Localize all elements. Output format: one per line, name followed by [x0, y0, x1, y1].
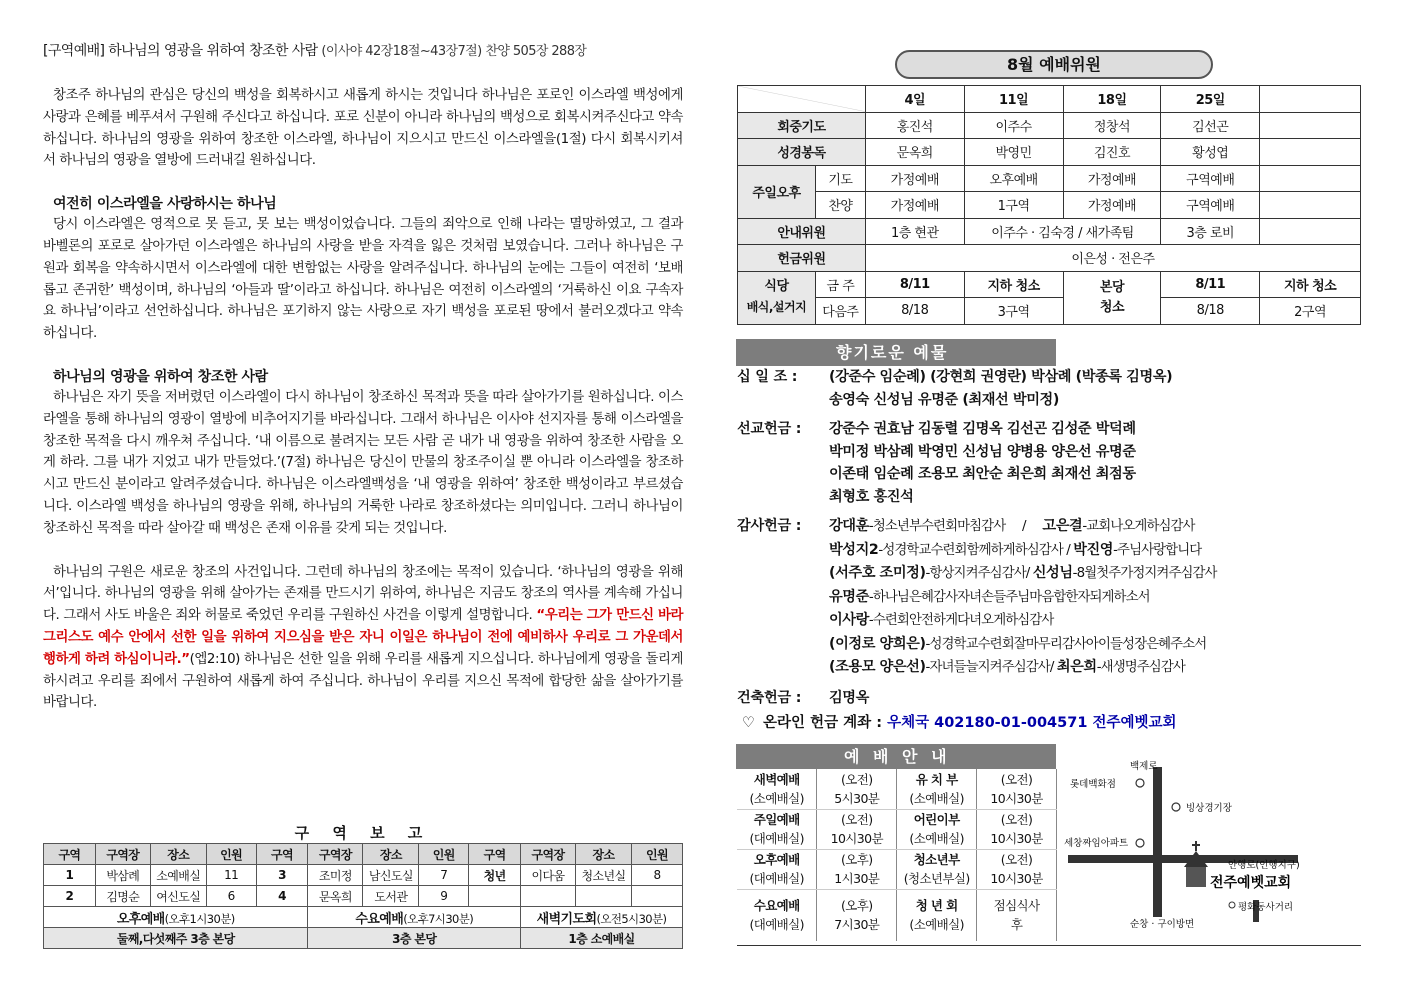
online-label: 온라인 헌금 계좌 : — [763, 715, 882, 731]
divider — [737, 945, 1361, 946]
building-names: 김명옥 — [829, 689, 869, 706]
table-row — [738, 112, 1361, 139]
table-cell: 2구역 — [1260, 298, 1361, 325]
tithe-label: 십 일 조 : — [737, 369, 798, 385]
service-name: 수요예배 (대예배실) — [737, 889, 817, 941]
sermon-subheading-2: 하나님의 영광을 위하여 창조한 사람 — [53, 368, 268, 385]
table-row — [737, 849, 1057, 889]
church-location-map — [1058, 745, 1361, 946]
service-time: (오후) 7시30분 — [817, 889, 897, 941]
sermon-title-text: 하나님의 영광을 위하여 창조한 사람 — [108, 43, 318, 59]
table-cell — [469, 886, 521, 907]
bank-account: 우체국 402180-01-004571 전주예벳교회 — [887, 715, 1177, 731]
building-row — [737, 687, 1377, 710]
empty-cell — [1260, 139, 1361, 166]
row-label: 안내위원 — [738, 218, 866, 245]
church-icon — [1184, 841, 1208, 887]
sermon-intro: 창조주 하나님의 관심은 당신의 백성을 회복하시고 새롭게 하시는 것입니다 하나님은 포로인 이스라엘 백성에게 사랑과 은혜를 베푸셔서 구원해 주신다고 하십니다. 포로 신분이 아니라 하나님의 백성으로 회복시켜주신다고 약속하십니다. 하나님의 영광을 위하여 창조한 이스라엘, 하나님이 지으시고 만드신 이스라엘을(1절) 다시 회복시키셔서 하나님의 영광을 열방에 드러내길 원하십니다. — [43, 88, 683, 169]
wednesday-service — [308, 907, 521, 928]
service-name: 오후예배 — [116, 911, 165, 927]
map-label-north: 백제로 — [1130, 761, 1158, 772]
report-header: 인원 — [206, 844, 256, 865]
road-vertical — [1153, 767, 1162, 917]
service-time: (오전) 10시30분 — [817, 809, 897, 849]
mission-names: 이존태 임순례 조용모 최안순 최은희 최재선 최점동 — [829, 466, 1136, 482]
sermon-subheading-1: 여전히 이스라엘을 사랑하시는 하나님 — [53, 196, 277, 213]
sub-label: 찬양 — [815, 192, 865, 219]
district-report-table — [43, 843, 683, 949]
table-cell: 1구역 — [964, 192, 1063, 219]
report-header-row — [44, 844, 683, 865]
table-row — [737, 889, 1057, 941]
table-cell: 가정예배 — [865, 192, 964, 219]
table-cell: 9 — [419, 886, 469, 907]
service-place: 1층 소예배실 — [521, 928, 683, 949]
sermon-title — [43, 40, 683, 63]
table-cell: 4 — [256, 886, 308, 907]
service-place: 둘째,다섯째주 3층 본당 — [44, 928, 308, 949]
table-cell: 남신도실 — [363, 865, 419, 886]
report-header: 장소 — [363, 844, 419, 865]
tithe-names: 송영숙 신성님 유명준 (최재선 박미정) — [829, 391, 1059, 408]
sermon-tag: [구역예배] — [43, 43, 105, 59]
dining-label: 식당 배식,설거지 — [738, 271, 816, 324]
thanks-line: 강대훈-청소년부수련회마침감사 / 고은결-교회나오게하심감사 — [829, 518, 1195, 534]
table-cell: 김진호 — [1063, 139, 1161, 166]
map-label-lotte: 롯데백화점 — [1070, 779, 1116, 790]
service-name: 유 치 부 (소예배실) — [897, 769, 977, 809]
table-cell: 문옥희 — [865, 139, 964, 166]
hall-cleaning-label: 본당 청소 — [1063, 271, 1161, 324]
report-header: 구역장 — [521, 844, 576, 865]
table-cell: 구역예배 — [1161, 165, 1260, 192]
service-place: 3층 본당 — [308, 928, 521, 949]
service-time: (오전) 5시30분 — [817, 769, 897, 809]
report-header: 구역 — [469, 844, 521, 865]
table-cell: 여신도실 — [150, 886, 206, 907]
table-cell: 문옥희 — [308, 886, 363, 907]
thanks-line: 박성지2-성경학교수련회함께하게하심감사 / 박진영-주님사랑합니다 — [829, 541, 1202, 558]
service-time: (오전) 10시30분 — [977, 769, 1057, 809]
row-label: 주일오후 — [738, 165, 816, 218]
service-name: 청소년부 (청소년부실) — [897, 849, 977, 889]
service-time: 점심식사 후 — [977, 889, 1057, 941]
service-time: (오전) 10시30분 — [977, 849, 1057, 889]
service-time: (오전5시30분) — [596, 911, 667, 926]
table-cell — [521, 886, 576, 907]
table-cell: 청소년실 — [575, 865, 631, 886]
empty-cell — [1260, 192, 1361, 219]
table-cell: 지하 청소 — [1260, 271, 1361, 298]
district-report-title: 구 역 보 고 — [294, 824, 432, 842]
week-header: 4일 — [865, 86, 964, 113]
table-cell — [575, 886, 631, 907]
empty-cell — [1260, 165, 1361, 192]
service-name: 새벽기도회 — [536, 911, 597, 927]
table-cell: 이주수 — [964, 112, 1063, 139]
table-cell: 8/18 — [865, 298, 964, 325]
tithe-row — [737, 366, 1377, 411]
sermon-paragraph-3a: 하나님의 구원은 새로운 창조의 사건입니다. 그런데 하나님의 창조에는 목적이 있습니다. ‘하나님의 영광을 위해서’입니다. 하나님의 영광을 위해 살아가는 존재를 만드시기 위하여, 하나님은 지금도 창조의 역사를 계속해 가십니다. 그래서 사도 바울은 죄와 허물로 죽었던 우리를 구원하신 사건을 이렇게 설명합니다. — [43, 564, 683, 624]
service-name: 청 년 회 (소예배실) — [897, 889, 977, 941]
sermon-paragraph-3 — [43, 562, 683, 715]
sermon-section — [43, 40, 683, 714]
table-cell: 김명순 — [95, 886, 150, 907]
table-cell: 가정예배 — [865, 165, 964, 192]
row-label: 헌금위원 — [738, 245, 866, 272]
mission-names: 강준수 권효남 김동렬 김명옥 김선곤 김성준 박덕례 — [829, 421, 1136, 437]
online-offering — [742, 711, 1177, 732]
table-cell: 황성엽 — [1161, 139, 1260, 166]
offering-list — [737, 366, 1377, 709]
table-cell: 오후예배 — [964, 165, 1063, 192]
empty-cell — [1260, 218, 1361, 245]
thanks-label: 감사헌금 : — [737, 518, 802, 534]
marker-icon — [1136, 779, 1144, 787]
sub-label: 금 주 — [815, 271, 865, 298]
report-header: 구역 — [256, 844, 308, 865]
week-header: 18일 — [1063, 86, 1161, 113]
marker-icon — [1136, 839, 1144, 847]
service-name: 오후예배 (대예배실) — [737, 849, 817, 889]
map-label-church: 전주예벳교회 — [1210, 875, 1292, 891]
report-header: 인원 — [631, 844, 682, 865]
mission-names: 최형호 홍진석 — [829, 488, 914, 505]
thanks-row — [737, 515, 1377, 680]
report-header: 구역장 — [308, 844, 363, 865]
table-row — [738, 218, 1361, 245]
empty-cell — [1260, 112, 1361, 139]
table-cell: 가정예배 — [1063, 165, 1161, 192]
table-cell: 이다움 — [521, 865, 576, 886]
week-header: 11일 — [964, 86, 1063, 113]
hymn-numbers: 찬양 505장 288장 — [485, 44, 587, 59]
diagonal-line — [738, 86, 865, 112]
service-name: 새벽예배 (소예배실) — [737, 769, 817, 809]
map-label-southeast: 평화동사거리 — [1238, 902, 1294, 913]
table-cell: 3층 로비 — [1161, 218, 1260, 245]
table-cell: 홍진석 — [865, 112, 964, 139]
thanks-line: (이정로 양희은)-성경학교수련회잘마무리감사아이들성장은혜주소서 — [829, 635, 1207, 652]
table-cell: 박영민 — [964, 139, 1063, 166]
report-header: 인원 — [419, 844, 469, 865]
service-time: (오후) 1시30분 — [817, 849, 897, 889]
table-cell — [631, 886, 682, 907]
mission-row — [737, 418, 1377, 508]
heart-icon: ♡ — [742, 715, 755, 731]
report-header: 구역 — [44, 844, 96, 865]
service-name: 수요예배 — [355, 911, 404, 927]
table-cell: 가정예배 — [1063, 192, 1161, 219]
sermon-paragraph-3b: (엡2:10) 하나님은 선한 일을 위해 우리를 새롭게 지으십니다. 하나님에게 영광을 돌리게 하시려고 우리를 죄에서 구원하여 새롭게 하여 주십니다. 하나님이 우리를 지으신 목적에 합당한 삶을 살아가기를 바랍니다. — [43, 651, 683, 711]
table-cell: 1 — [44, 865, 96, 886]
table-row — [737, 769, 1057, 809]
table-cell: 8/11 — [865, 271, 964, 298]
sub-label: 다음주 — [815, 298, 865, 325]
table-cell: 6 — [206, 886, 256, 907]
report-header: 장소 — [575, 844, 631, 865]
table-cell: 1층 현관 — [865, 218, 964, 245]
table-cell: 8/11 — [1161, 271, 1260, 298]
mission-names: 박미정 박삼례 박영민 신성님 양병용 양은선 유명준 — [829, 443, 1136, 460]
table-cell: 2 — [44, 886, 96, 907]
table-cell: 이은성 · 전은주 — [865, 245, 1360, 272]
table-cell: 지하 청소 — [964, 271, 1063, 298]
table-cell: 박삼례 — [95, 865, 150, 886]
service-name: 어린이부 (소예배실) — [897, 809, 977, 849]
service-time: (오후1시30분) — [164, 911, 235, 926]
thanks-line: (서주호 조미정)-항상지켜주심감사/ 신성님-8월첫주가정지켜주심감사 — [829, 565, 1217, 581]
map-label-east: 안행로(인행지구) — [1228, 860, 1300, 871]
table-row — [738, 271, 1361, 298]
map-label-south: 순창 · 구이방면 — [1130, 919, 1195, 930]
service-guide-table — [737, 769, 1057, 941]
sub-label: 기도 — [815, 165, 865, 192]
report-header: 구역장 — [95, 844, 150, 865]
building-label: 건축헌금 : — [737, 689, 802, 706]
table-cell: 조미정 — [308, 865, 363, 886]
table-cell: 8/18 — [1161, 298, 1260, 325]
table-cell: 8 — [631, 865, 682, 886]
table-row — [738, 165, 1361, 192]
service-time: (오전) 10시30분 — [977, 809, 1057, 849]
week-header: 25일 — [1161, 86, 1260, 113]
map-label-ice: 빙상경기장 — [1186, 803, 1232, 814]
table-cell: 이주수 · 김숙경 / 새가족팀 — [964, 218, 1161, 245]
map-label-apt: 세창짜임아파트 — [1064, 838, 1129, 849]
dawn-service — [521, 907, 683, 928]
service-guide-title: 예 배 안 내 — [736, 744, 1056, 769]
table-cell: 11 — [206, 865, 256, 886]
empty-cell — [1260, 86, 1361, 113]
table-cell: 김선곤 — [1161, 112, 1260, 139]
table-cell: 도서관 — [363, 886, 419, 907]
row-label: 성경봉독 — [738, 139, 866, 166]
table-cell: 청년 — [469, 865, 521, 886]
service-time: (오후7시30분) — [403, 911, 474, 926]
mission-label: 선교헌금 : — [737, 421, 802, 437]
weeks-row — [738, 86, 1361, 113]
table-row — [738, 298, 1361, 325]
table-row — [737, 809, 1057, 849]
scripture-quote: “우리는 그가 만드신 바라 그리스도 예수 안에서 선한 일을 위하여 지으심을 받은 자니 이일은 하나님이 전에 예비하사 우리로 그 가운데서 행하게 하려 하심이니라.” — [43, 608, 684, 667]
marker-icon — [1229, 902, 1235, 908]
sermon-paragraph-1: 당시 이스라엘은 영적으로 못 듣고, 못 보는 백성이었습니다. 그들의 죄악으로 인해 나라는 멸망하였고, 그 결과 바벨론의 포로로 살아가던 이스라엘은 하나님의 사랑을 받을 자격을 잃은 것처럼 보였습니다. 그러나 하나님은 구원과 회복을 약속하시면서 이스라엘에 대한 변함없는 사랑을 알려주십니다. 하나님의 눈에는 그들이 여전히 ‘보배롭고 존귀한’ 백성이며, 하나님의 ‘아들과 딸’이라고 하십니다. 하나님은 여전히 이스라엘의 ‘거룩하신 이요 구속자요 하나님’이라고 선언하십니다. 하나님은 포기하지 않는 사랑으로 자기 백성을 포로된 땅에서 불러오겠다고 약속하십니다. — [43, 217, 683, 342]
thanks-line: (조용모 양은선)-자녀들늘지켜주심감사/ 최은희-새생명주심감사 — [829, 659, 1185, 675]
table-cell: 7 — [419, 865, 469, 886]
table-row — [738, 192, 1361, 219]
table-row — [738, 139, 1361, 166]
table-row — [44, 865, 683, 886]
table-row — [44, 886, 683, 907]
offering-section-title: 향기로운 예물 — [736, 339, 1056, 366]
thanks-line: 유명준-하나님은혜감사자녀손들주님마음합한자되게하소서 — [829, 588, 1150, 605]
scripture-reference: (이사야 42장18절~43장7절) — [321, 44, 482, 59]
afternoon-service — [44, 907, 308, 928]
table-cell: 3 — [256, 865, 308, 886]
table-cell: 정창석 — [1063, 112, 1161, 139]
service-places-row — [44, 928, 683, 949]
tithe-names: (강준수 임순례) (강현희 권영란) 박삼례 (박종록 김명옥) — [829, 369, 1173, 385]
report-header: 장소 — [150, 844, 206, 865]
row-label: 회중기도 — [738, 112, 866, 139]
thanks-line: 이사랑-수련회안전하게다녀오게하심감사 — [829, 612, 1054, 628]
table-cell: 3구역 — [964, 298, 1063, 325]
marker-icon — [1172, 803, 1180, 811]
worship-committee-table — [737, 85, 1361, 325]
sermon-paragraph-2: 하나님은 자기 뜻을 저버렸던 이스라엘이 다시 하나님이 창조하신 목적과 뜻을 따라 살아가기를 원하십니다. 이스라엘을 통해 하나님의 영광이 열방에 비추어지기를 바라십니다. 그래서 하나님은 이사야 선지자를 통해 이스라엘을 창조한 목적을 다시 깨우쳐 주십니다. ‘내 이름으로 불려지는 모든 사람 곧 내가 내 영광을 위하여 창조한 사람을 오게 하라. 그를 내가 지었고 내가 만들었다.’(7절) 하나님은 당신이 만물의 창조주이실 뿐 아니라 이스라엘을 창조하시고 만드신 분이라고 알려주셨습니다. 하나님은 이스라엘백성을 ‘내 영광을 위하여’ 창조한 백성이라고 부르셨습니다. 이스라엘 백성을 하나님의 영광을 위해, 하나님의 거룩한 나라로 창조하셨다는 의미입니다. 그러니 하나님이 창조하신 목적을 따라 살아갈 때 백성은 존재 이유를 갖게 되는 것입니다. — [43, 389, 683, 536]
service-times-row — [44, 907, 683, 928]
table-cell: 구역예배 — [1161, 192, 1260, 219]
table-cell: 소예배실 — [150, 865, 206, 886]
corner-cell — [738, 86, 866, 113]
table-row — [738, 245, 1361, 272]
service-name: 주일예배 (대예배실) — [737, 809, 817, 849]
worship-committee-title: 8월 예배위원 — [895, 50, 1213, 79]
